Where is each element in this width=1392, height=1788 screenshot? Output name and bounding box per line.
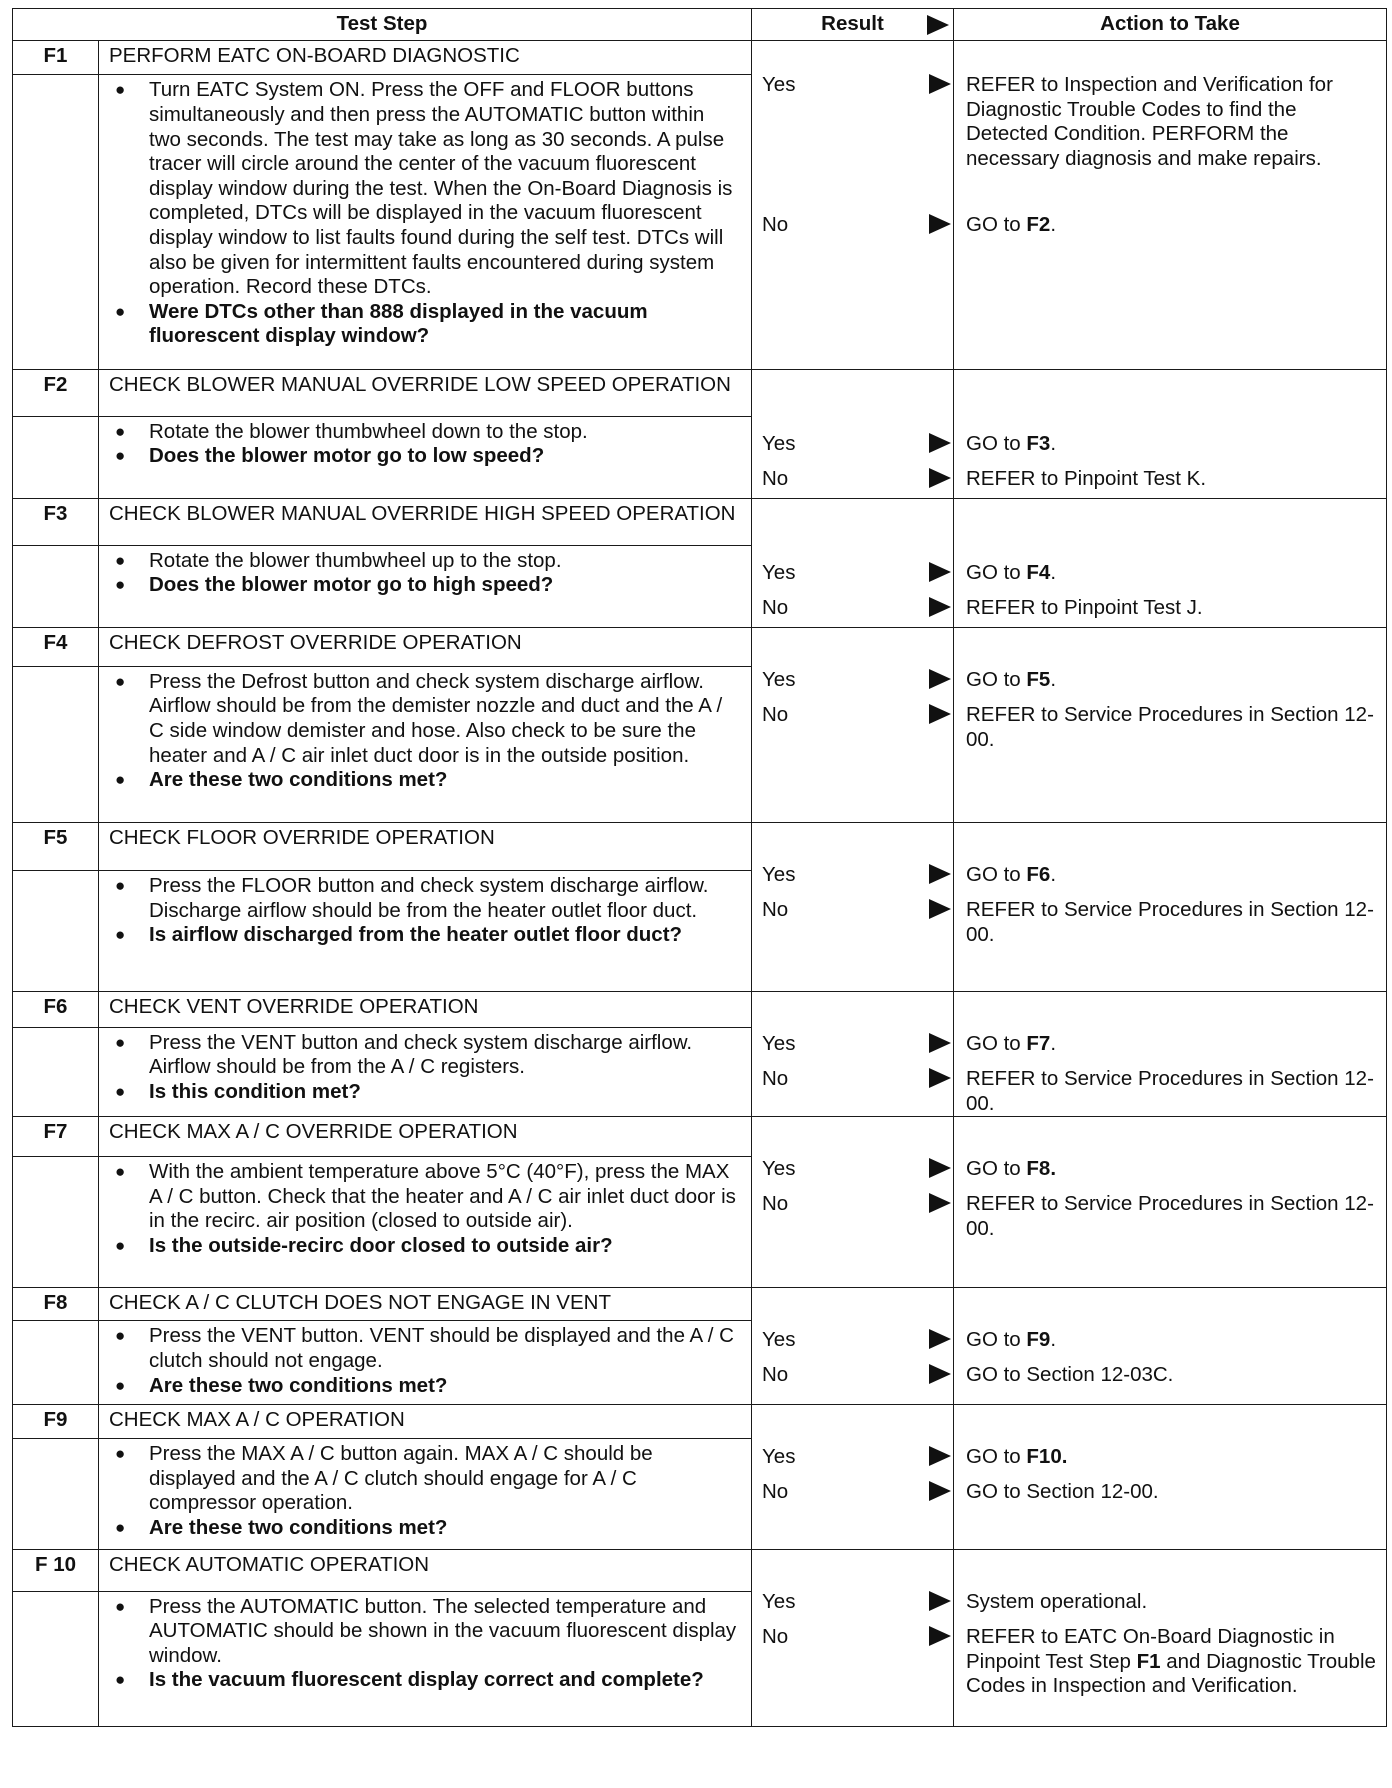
step-title-row-f9: [13, 1405, 1387, 1439]
step-id-spacer: [13, 545, 99, 627]
result-yes-label: Yes: [762, 561, 796, 584]
diagnostic-table-page: [12, 8, 1386, 1727]
action-no-suffix: and Diagnostic Trouble Codes in Inspection and Verification.: [966, 1649, 1376, 1698]
result-yes-label: Yes: [762, 432, 796, 455]
action-yes-ref: F5: [1026, 668, 1051, 691]
action-yes: [966, 1157, 1380, 1182]
action-yes-suffix: .: [1050, 863, 1057, 886]
action-yes-suffix: .: [1050, 561, 1057, 584]
bullet-question: ● Were DTCs other than 888 displayed in the vacuum fluorescent display window?: [109, 300, 741, 349]
step-title-row-f6: [13, 992, 1387, 1028]
action-yes-ref: F4: [1026, 561, 1051, 584]
action-no: GO to Section 12-00.: [966, 1480, 1159, 1503]
result-yes-label: Yes: [762, 1032, 796, 1055]
arrow-right-icon: [929, 468, 951, 488]
result-no-label: No: [762, 596, 789, 619]
step-body: [99, 1027, 752, 1116]
result-yes-label: Yes: [762, 1157, 796, 1180]
step-id: F7: [13, 1117, 99, 1157]
header-result-label: Result: [821, 12, 884, 36]
bullet-instruction: ● Press the VENT button and check system discharge airflow. Airflow should be from the A / C registers.: [109, 1031, 741, 1080]
step-id: F3: [13, 499, 99, 546]
action-cell: [954, 1550, 1387, 1727]
step-body: [99, 1157, 752, 1288]
result-yes: [762, 561, 953, 586]
bullet-instruction: ● Press the MAX A / C button again. MAX A / C should be displayed and the A / C clutch should engage for A / C compressor operation.: [109, 1442, 741, 1516]
arrow-right-icon: [929, 1591, 951, 1611]
step-title: PERFORM EATC ON-BOARD DIAGNOSTIC: [99, 41, 752, 75]
step-id-spacer: [13, 416, 99, 498]
result-cell: [752, 823, 954, 992]
arrow-right-icon: [929, 74, 951, 94]
step-title-row-f3: [13, 499, 1387, 546]
step-title: CHECK BLOWER MANUAL OVERRIDE LOW SPEED OPERATION: [99, 370, 752, 417]
arrow-right-icon: [929, 1033, 951, 1053]
step-id: F1: [13, 41, 99, 75]
action-cell: [954, 499, 1387, 628]
action-cell: [954, 1405, 1387, 1550]
bullet-instruction: ● Rotate the blower thumbwheel up to the stop.: [109, 549, 741, 574]
action-yes: [966, 1445, 1380, 1470]
bullet-list: [109, 1595, 741, 1693]
bullet-instruction: ● Rotate the blower thumbwheel down to the stop.: [109, 420, 741, 445]
result-yes-label: Yes: [762, 668, 796, 691]
result-yes: [762, 73, 953, 98]
step-body: [99, 545, 752, 627]
step-body: [99, 666, 752, 822]
bullet-question: ● Is this condition met?: [109, 1080, 741, 1105]
arrow-right-icon: [929, 1446, 951, 1466]
bullet-instruction: ● Press the VENT button. VENT should be displayed and the A / C clutch should not engage.: [109, 1324, 741, 1373]
result-no-label: No: [762, 467, 789, 490]
step-id-spacer: [13, 1321, 99, 1405]
action-no: REFER to Service Procedures in Section 12-00.: [966, 1192, 1374, 1240]
bullet-instruction: ● Press the AUTOMATIC button. The selected temperature and AUTOMATIC should be shown in the vacuum fluorescent display window.: [109, 1595, 741, 1669]
arrow-right-icon: [929, 1481, 951, 1501]
result-yes: [762, 863, 953, 888]
step-id-spacer: [13, 75, 99, 370]
action-yes-suffix: .: [1050, 432, 1057, 455]
result-yes-label: Yes: [762, 863, 796, 886]
result-no-label: No: [762, 1363, 789, 1386]
step-body: [99, 871, 752, 992]
result-yes: [762, 1032, 953, 1057]
result-no-label: No: [762, 703, 789, 726]
bullet-list: [109, 1324, 741, 1398]
arrow-right-icon: [927, 15, 949, 35]
result-no: [762, 213, 953, 238]
result-cell: [752, 628, 954, 823]
action-yes: [966, 561, 1380, 586]
result-no-label: No: [762, 1067, 789, 1090]
action-cell: [954, 823, 1387, 992]
bullet-question: ● Are these two conditions met?: [109, 1374, 741, 1399]
action-no-ref: F1: [1136, 1649, 1161, 1673]
step-title-row-f1: [13, 41, 1387, 75]
bullet-question: ● Are these two conditions met?: [109, 768, 741, 793]
action-yes: [966, 1328, 1380, 1353]
action-cell: [954, 370, 1387, 499]
result-cell: [752, 992, 954, 1117]
bullet-list: [109, 78, 741, 349]
step-title: CHECK FLOOR OVERRIDE OPERATION: [99, 823, 752, 871]
step-id: F 10: [13, 1550, 99, 1592]
step-title-row-f10: [13, 1550, 1387, 1592]
result-yes: [762, 1445, 953, 1470]
action-no: REFER to Pinpoint Test K.: [966, 467, 1207, 490]
step-body: [99, 416, 752, 498]
step-body: [99, 75, 752, 370]
action-yes-ref: F9: [1026, 1328, 1051, 1351]
step-body: [99, 1321, 752, 1405]
action-yes-prefix: GO to: [966, 432, 1027, 455]
action-yes-suffix: .: [1050, 1032, 1057, 1055]
arrow-right-icon: [929, 669, 951, 689]
result-yes: [762, 1157, 953, 1182]
bullet-question: ● Does the blower motor go to high speed?: [109, 573, 741, 598]
bullet-list: [109, 1031, 741, 1105]
result-no: [762, 596, 953, 621]
step-title: CHECK VENT OVERRIDE OPERATION: [99, 992, 752, 1028]
action-no: [966, 1625, 1380, 1699]
action-yes-suffix: .: [1050, 1328, 1057, 1351]
header-action: Action to Take: [954, 9, 1387, 41]
result-yes-label: Yes: [762, 1590, 796, 1613]
action-no: REFER to Service Procedures in Section 12-00.: [966, 1067, 1374, 1115]
action-no-prefix: REFER to EATC On-Board Diagnostic in Pinpoint Test Step: [966, 1625, 1335, 1673]
action-no-suffix: .: [1050, 213, 1057, 236]
step-body: [99, 1591, 752, 1727]
bullet-list: [109, 420, 741, 469]
step-id: F6: [13, 992, 99, 1028]
action-cell: [954, 992, 1387, 1117]
result-no: [762, 1363, 953, 1388]
bullet-question: ● Is the vacuum fluorescent display correct and complete?: [109, 1668, 741, 1693]
result-no-label: No: [762, 1480, 789, 1503]
action-yes-prefix: GO to: [966, 1032, 1027, 1055]
action-no: [966, 213, 1380, 238]
result-yes: [762, 1590, 953, 1615]
action-cell: [954, 628, 1387, 823]
arrow-right-icon: [929, 1193, 951, 1213]
step-title: CHECK A / C CLUTCH DOES NOT ENGAGE IN VENT: [99, 1288, 752, 1321]
step-title: CHECK AUTOMATIC OPERATION: [99, 1550, 752, 1592]
action-cell: [954, 1288, 1387, 1405]
result-no-label: No: [762, 213, 789, 236]
step-id-spacer: [13, 1439, 99, 1550]
step-title: CHECK DEFROST OVERRIDE OPERATION: [99, 628, 752, 667]
bullet-instruction: ● Turn EATC System ON. Press the OFF and FLOOR buttons simultaneously and then press the AUTOMATIC button within two seconds. The test may take as long as 30 seconds. A pulse tracer will circle around the center of the vacuum fluorescent display window during the test. When the On-Board Diagnosis is completed, DTCs will be displayed in the vacuum fluorescent display window to list faults found during the self test. DTCs will also be given for intermittent faults encountered during system operation. Record these DTCs.: [109, 78, 741, 299]
arrow-right-icon: [929, 1158, 951, 1178]
result-no: [762, 1192, 953, 1217]
result-no-label: No: [762, 1625, 789, 1648]
arrow-right-icon: [929, 899, 951, 919]
step-title-row-f7: [13, 1117, 1387, 1157]
action-cell: [954, 1117, 1387, 1288]
step-id: F4: [13, 628, 99, 667]
result-cell: [752, 370, 954, 499]
result-yes-label: Yes: [762, 1328, 796, 1351]
step-id-spacer: [13, 1027, 99, 1116]
result-yes-label: Yes: [762, 73, 796, 96]
result-cell: [752, 1405, 954, 1550]
action-no: REFER to Service Procedures in Section 12-00.: [966, 898, 1374, 946]
header-row: [13, 9, 1387, 41]
bullet-list: [109, 1160, 741, 1258]
result-no: [762, 1067, 953, 1092]
action-yes-ref: F7: [1026, 1032, 1051, 1055]
arrow-right-icon: [929, 1329, 951, 1349]
step-title-row-f2: [13, 370, 1387, 417]
action-no-prefix: GO to: [966, 213, 1027, 236]
action-cell: [954, 41, 1387, 370]
step-title: CHECK BLOWER MANUAL OVERRIDE HIGH SPEED OPERATION: [99, 499, 752, 546]
bullet-instruction: ● With the ambient temperature above 5°C (40°F), press the MAX A / C button. Check that the heater and A / C air inlet duct door is in the recirc. air position (closed to outside air).: [109, 1160, 741, 1234]
action-yes-prefix: GO to: [966, 668, 1027, 691]
arrow-right-icon: [929, 597, 951, 617]
arrow-right-icon: [929, 562, 951, 582]
step-title-row-f4: [13, 628, 1387, 667]
action-yes: System operational.: [966, 1590, 1148, 1613]
action-yes: [966, 668, 1380, 693]
result-cell: [752, 1550, 954, 1727]
diagnostic-table: [12, 8, 1387, 1727]
action-no: REFER to Service Procedures in Section 12-00.: [966, 703, 1374, 751]
step-body: [99, 1439, 752, 1550]
step-id: F9: [13, 1405, 99, 1439]
result-yes: [762, 1328, 953, 1353]
result-yes-label: Yes: [762, 1445, 796, 1468]
action-yes: [966, 863, 1380, 888]
step-title-row-f5: [13, 823, 1387, 871]
step-id-spacer: [13, 871, 99, 992]
result-no: [762, 703, 953, 728]
bullet-list: [109, 670, 741, 793]
step-id: F2: [13, 370, 99, 417]
action-yes: [966, 432, 1380, 457]
action-yes-prefix: GO to: [966, 1157, 1027, 1180]
result-cell: [752, 499, 954, 628]
result-yes: [762, 432, 953, 457]
result-cell: [752, 41, 954, 370]
bullet-instruction: ● Press the Defrost button and check system discharge airflow. Airflow should be from the demister nozzle and duct and the A / C side window demister and hose. Also check to be sure the heater and A / C air inlet duct door is in the outside position.: [109, 670, 741, 768]
header-result: [752, 9, 954, 41]
action-no-ref: F2: [1026, 213, 1051, 236]
bullet-list: [109, 549, 741, 598]
result-no-label: No: [762, 898, 789, 921]
action-yes-prefix: GO to: [966, 863, 1027, 886]
arrow-right-icon: [929, 1626, 951, 1646]
bullet-question: ● Is airflow discharged from the heater outlet floor duct?: [109, 923, 741, 948]
result-yes: [762, 668, 953, 693]
result-no: [762, 467, 953, 492]
step-title: CHECK MAX A / C OVERRIDE OPERATION: [99, 1117, 752, 1157]
action-yes-prefix: GO to: [966, 1328, 1027, 1351]
result-cell: [752, 1288, 954, 1405]
bullet-instruction: ● Press the FLOOR button and check system discharge airflow. Discharge airflow should be from the heater outlet floor duct.: [109, 874, 741, 923]
result-no: [762, 898, 953, 923]
step-id-spacer: [13, 666, 99, 822]
step-title-row-f8: [13, 1288, 1387, 1321]
action-yes-ref: F10.: [1026, 1445, 1068, 1468]
header-test-step: Test Step: [13, 9, 752, 41]
action-yes-suffix: .: [1050, 668, 1057, 691]
action-yes-ref: F8.: [1026, 1157, 1057, 1180]
step-id-spacer: [13, 1157, 99, 1288]
arrow-right-icon: [929, 433, 951, 453]
arrow-right-icon: [929, 214, 951, 234]
bullet-question: ● Does the blower motor go to low speed?: [109, 444, 741, 469]
action-no: REFER to Pinpoint Test J.: [966, 596, 1203, 619]
action-yes: [966, 1032, 1380, 1057]
bullet-list: [109, 1442, 741, 1540]
arrow-right-icon: [929, 1364, 951, 1384]
action-yes-ref: F6: [1026, 863, 1051, 886]
arrow-right-icon: [929, 1068, 951, 1088]
bullet-question: ● Is the outside-recirc door closed to outside air?: [109, 1234, 741, 1259]
result-cell: [752, 1117, 954, 1288]
arrow-right-icon: [929, 704, 951, 724]
result-no-label: No: [762, 1192, 789, 1215]
step-title: CHECK MAX A / C OPERATION: [99, 1405, 752, 1439]
result-no: [762, 1480, 953, 1505]
action-yes-prefix: GO to: [966, 1445, 1027, 1468]
step-id: F5: [13, 823, 99, 871]
result-no: [762, 1625, 953, 1650]
step-id: F8: [13, 1288, 99, 1321]
step-id-spacer: [13, 1591, 99, 1727]
action-yes: REFER to Inspection and Verification for Diagnostic Trouble Codes to find the Detected Condition. PERFORM the necessary diagnosis and make repairs.: [966, 73, 1333, 170]
bullet-list: [109, 874, 741, 948]
bullet-question: ● Are these two conditions met?: [109, 1516, 741, 1541]
action-no: GO to Section 12-03C.: [966, 1363, 1174, 1386]
action-yes-ref: F3: [1026, 432, 1051, 455]
action-yes-prefix: GO to: [966, 561, 1027, 584]
arrow-right-icon: [929, 864, 951, 884]
